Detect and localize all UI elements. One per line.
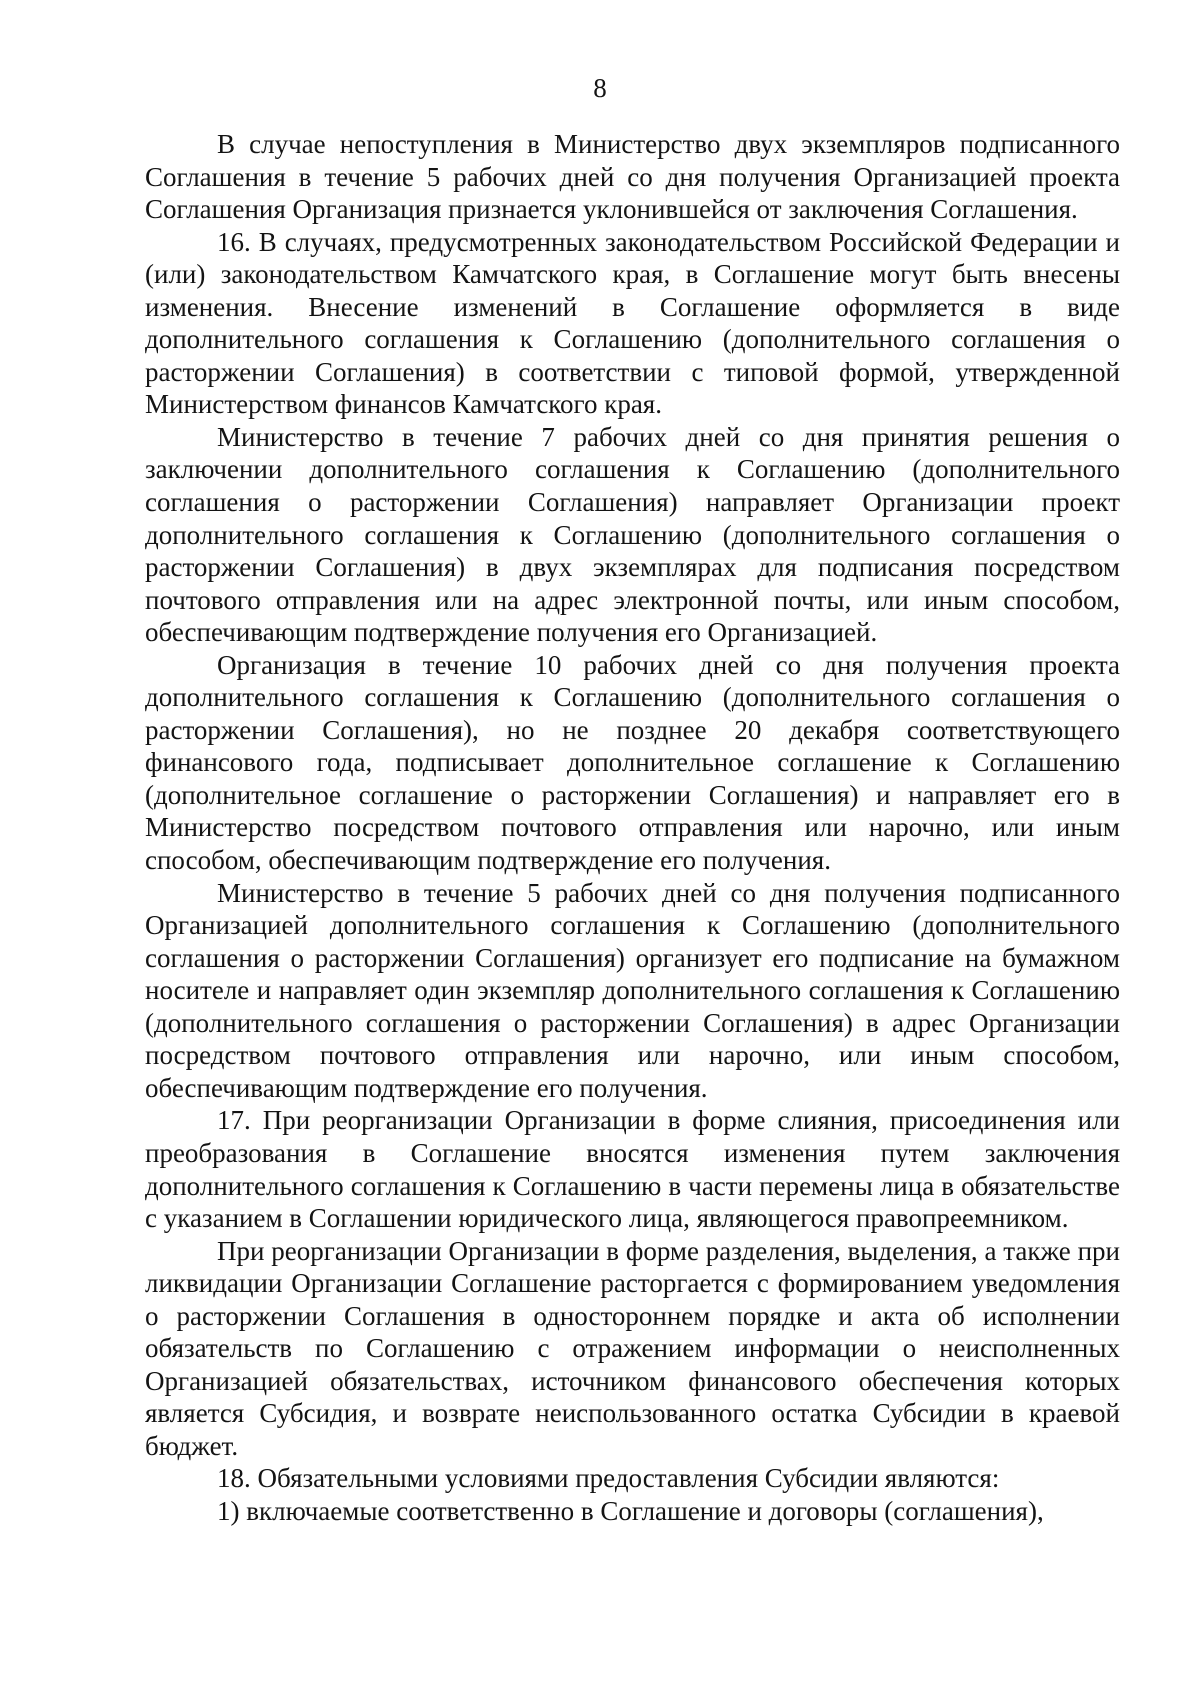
paragraph-unsigned-agreement: В случае непоступления в Министерство двух экземпляров подписанного Соглашения в течение 5 рабочих дней со дня получения Организацией проекта Соглашения Организация признается уклонившейся от заключения Соглашения. (145, 129, 1120, 225)
paragraph-17: 17. При реорганизации Организации в форме слияния, присоединения или преобразования в Соглашение вносятся изменения путем заключения дополнительного соглашения к Соглашению в части перемены лица в обязательстве с указанием в Соглашении юридического лица, являющегося правопреемником. (145, 1105, 1120, 1234)
paragraph-organization-10-days: Организация в течение 10 рабочих дней со дня получения проекта дополнительного соглашения к Соглашению (дополнительного соглашения о расторжении Соглашения), но не позднее 20 декабря соответствующего финансового года, подписывает дополнительное соглашение к Соглашению (дополнительное соглашение о расторжении Соглашения) и направляет его в Министерство посредством почтового отправления или нарочно, или иным способом, обеспечивающим подтверждение его получения. (145, 649, 1120, 876)
paragraph-16: 16. В случаях, предусмотренных законодательством Российской Федерации и (или) законодательством Камчатского края, в Соглашение могут быть внесены изменения. Внесение изменений в Соглашение оформляется в виде дополнительного соглашения к Соглашению (дополнительного соглашения о расторжении Соглашения) в соответствии с типовой формой, утвержденной Министерством финансов Камчатского края. (145, 226, 1120, 420)
paragraph-18: 18. Обязательными условиями предоставления Субсидии являются: (217, 1463, 1000, 1494)
paragraph-ministry-5-days: Министерство в течение 5 рабочих дней со дня получения подписанного Организацией дополнительного соглашения к Соглашению (дополнительного соглашения о расторжении Соглашения) организует его подписание на бумажном носителе и направляет один экземпляр дополнительного соглашения к Соглашению (дополнительного соглашения о расторжении Соглашения) в адрес Организации посредством почтового отправления или нарочно, или иным способом, обеспечивающим подтверждение его получения. (145, 877, 1120, 1103)
paragraph-liquidation: При реорганизации Организации в форме разделения, выделения, а также при ликвидации Организации Соглашение расторгается с формированием уведомления о расторжении Соглашения в одностороннем порядке и акта об исполнении обязательств по Соглашению с отражением информации о неисполненных Организацией обязательствах, источником финансового обеспечения которых является Субсидия, и возврате неиспользованного остатка Субсидии в краевой бюджет. (145, 1235, 1120, 1461)
page-number: 8 (593, 73, 607, 103)
paragraph-18-item-1: 1) включаемые соответственно в Соглашение и договоры (соглашения), (217, 1495, 1044, 1526)
document-body (145, 128, 1120, 1528)
paragraph-ministry-7-days: Министерство в течение 7 рабочих дней со дня принятия решения о заключении дополнительного соглашения к Соглашению (дополнительного соглашения о расторжении Соглашения) направляет Организации проект дополнительного соглашения к Соглашению (дополнительного соглашения о расторжении Соглашения) в двух экземплярах для подписания посредством почтового отправления или на адрес электронной почты, или иным способом, обеспечивающим подтверждение получения его Организацией. (145, 421, 1120, 648)
